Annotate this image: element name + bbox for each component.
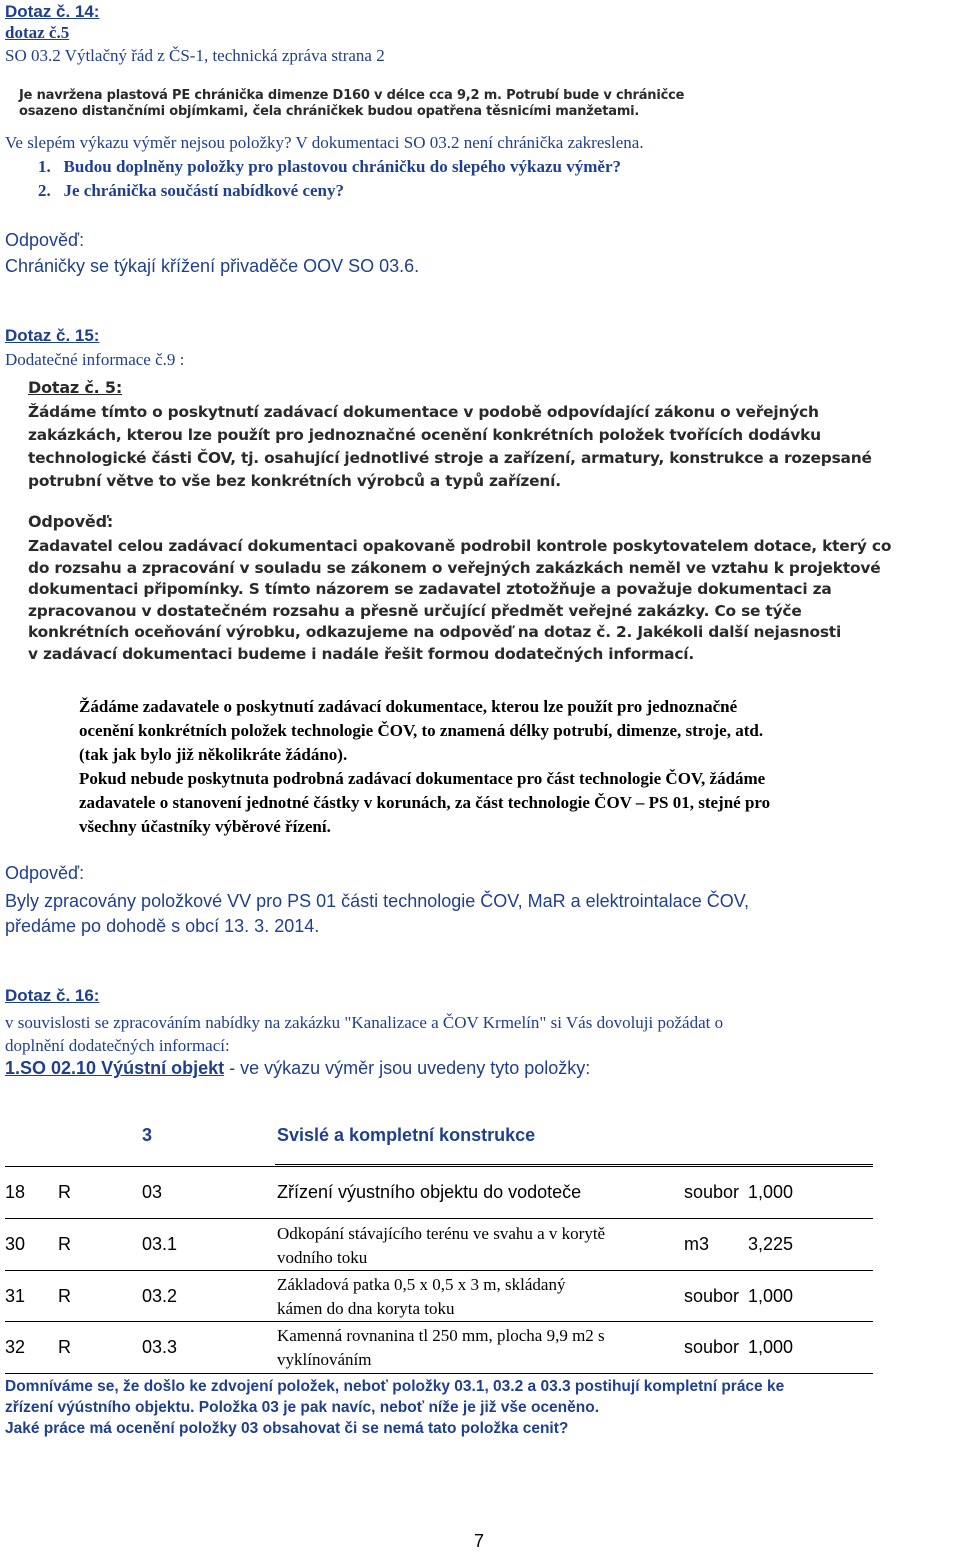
scan-answer-block <box>28 536 891 665</box>
question-text: Je chránička součástí nabídkové ceny? <box>63 181 345 200</box>
scan-question-block <box>28 401 872 493</box>
item-ref-code: 1.SO 02.10 Výústní objekt <box>5 1058 225 1078</box>
q14-question-1 <box>38 157 621 177</box>
page-number: 7 <box>474 1531 485 1551</box>
row-description: Odkopání stávajícího terénu ve svahu a v korytě vodního toku <box>277 1224 606 1267</box>
request-line: ocenění konkrétních položek technologie ČOV, to znamená délky potrubí, dimenze, stroje, atd. <box>79 721 764 740</box>
scan-line: v zadávací dokumentaci budeme i nadále řešit formou dodatečných informací. <box>28 644 695 663</box>
row-number: 30 <box>5 1234 26 1254</box>
row-code: 03.2 <box>142 1286 178 1306</box>
row-type: R <box>58 1337 71 1357</box>
scan-line: do rozsahu a zpracování v souladu se zákonem o veřejných zakázkách neměl ve vztahu k projektové <box>28 558 881 577</box>
q15-answer-label: Odpověď: <box>5 863 85 883</box>
request-line: Žádáme zadavatele o poskytnutí zadávací dokumentace, kterou lze použít pro jednoznačné <box>79 697 738 716</box>
answer-line: Byly zpracovány položkové VV pro PS 01 části technologie ČOV, MaR a elektrointalace ČOV, <box>5 891 750 911</box>
table-rule <box>5 1373 873 1374</box>
intro-line: v souvislosti se zpracováním nabídky na zakázku "Kanalizace a ČOV Krmelín" si Vás dovoluji požádat o <box>5 1013 724 1032</box>
scan-answer-heading: Odpověď: <box>28 512 114 531</box>
request-line: zadavatele o stanovení jednotné částky v korunách, za část technologie ČOV – PS 01, stejné pro <box>79 793 771 812</box>
request-line: (tak jak bylo již několikráte žádáno). <box>79 745 348 764</box>
conclusion-line: Domníváme se, že došlo ke zdvojení položek, neboť položky 03.1, 03.2 a 03.3 postihují kompletní práce ke <box>5 1378 785 1395</box>
row-number: 18 <box>5 1182 26 1202</box>
scan-line: potrubní větve to vše bez konkrétních výrobců a typů zařízení. <box>28 472 561 490</box>
row-unit: soubor <box>684 1286 740 1306</box>
row-type: R <box>58 1234 71 1254</box>
scan-line: zpracovanou v dostatečném rozsahu a přesně určující předmět veřejné zakázky. Co se týče <box>28 601 802 620</box>
answer-line: předáme po dohodě s obcí 13. 3. 2014. <box>5 916 320 936</box>
row-quantity: 1,000 <box>748 1286 794 1306</box>
question-number: 1. <box>38 157 51 176</box>
table-rule <box>5 1321 873 1322</box>
quote-line: Je navržena plastová PE chránička dimenze D160 v délce cca 9,2 m. Potrubí bude v chráničce <box>19 88 685 103</box>
conclusion-line: zřízení výústního objektu. Položka 03 je pak navíc, neboť níže je již vše oceněno. <box>5 1399 600 1416</box>
row-unit: m3 <box>684 1234 710 1254</box>
table-rule <box>5 1270 873 1271</box>
table-rule <box>5 1166 873 1167</box>
conclusion-line: Jaké práce má ocenění položky 03 obsahovat či se nemá tato položka cenit? <box>5 1420 569 1437</box>
item-ref-rest: - ve výkazu výměr jsou uvedeny tyto položky: <box>224 1058 591 1078</box>
row-quantity: 1,000 <box>748 1182 794 1202</box>
quote-line: osazeno distančními objímkami, čela chráničkek budou opatřena těsnicími manžetami. <box>19 104 640 119</box>
q15-answer <box>5 889 749 939</box>
section-title: Svislé a kompletní konstrukce <box>277 1125 536 1145</box>
scan-line: Žádáme tímto o poskytnutí zadávací dokumentace v podobě odpovídající zákonu o veřejných <box>28 403 819 421</box>
question-number: 2. <box>38 181 51 200</box>
question-text: Budou doplněny položky pro plastovou chráničku do slepého výkazu výměr? <box>63 157 621 176</box>
row-code: 03 <box>142 1182 163 1202</box>
row-number: 31 <box>5 1286 26 1306</box>
q14-heading: Dotaz č. 14: <box>5 2 100 21</box>
request-line: všechny účastníky výběrové řízení. <box>79 817 331 836</box>
q14-ref: dotaz č.5 <box>5 23 70 42</box>
q15-heading: Dotaz č. 15: <box>5 326 100 345</box>
row-description: Zřízení výustního objektu do vodoteče <box>277 1182 582 1202</box>
scan-line: Zadavatel celou zadávací dokumentaci opakovaně podrobil kontrole poskytovatelem dotace, který co <box>28 537 892 555</box>
row-number: 32 <box>5 1337 26 1357</box>
section-number: 3 <box>142 1125 153 1145</box>
table-rule <box>5 1218 873 1219</box>
scan-line: technologické části ČOV, tj. osahující jednotlivé stroje a zařízení, armatury, konstrukce a rozepsané <box>28 449 872 467</box>
q14-source: SO 03.2 Výtlačný řád z ČS-1, technická zpráva strana 2 <box>5 46 385 65</box>
scan-line: zakázkách, kterou lze použít pro jednoznačné ocenění konkrétních položek tvořících dodávku <box>28 426 821 444</box>
q16-heading: Dotaz č. 16: <box>5 986 100 1005</box>
scan-line: dokumentaci připomínky. S tímto názorem se zadavatel ztotožňuje a považuje dokumentaci za <box>28 580 832 598</box>
q16-intro <box>5 1011 723 1057</box>
scan-line: konkrétních oceňování výrobku, odkazujeme na odpověď na dotaz č. 2. Jakékoli další nejasnosti <box>28 623 842 641</box>
row-code: 03.1 <box>142 1234 178 1254</box>
q15-request <box>79 695 770 839</box>
request-line: Pokud nebude poskytnuta podrobná zadávací dokumentace pro část technologie ČOV, žádáme <box>79 769 766 788</box>
q15-ref: Dodatečné informace č.9 : <box>5 350 185 369</box>
scan-question-heading: Dotaz č. 5: <box>28 378 123 397</box>
row-quantity: 1,000 <box>748 1337 794 1357</box>
intro-line: doplnění dodatečných informací: <box>5 1036 230 1055</box>
q14-answer-label: Odpověď: <box>5 230 85 250</box>
row-unit: soubor <box>684 1337 740 1357</box>
row-code: 03.3 <box>142 1337 178 1357</box>
row-unit: soubor <box>684 1182 740 1202</box>
q14-question-2 <box>38 181 344 201</box>
q14-answer: Chráničky se týkají křížení přivaděče OOV SO 03.6. <box>5 256 420 276</box>
row-description: Kamenná rovnanina tl 250 mm, plocha 9,9 m2 s vyklínováním <box>277 1326 605 1369</box>
row-type: R <box>58 1286 71 1306</box>
row-type: R <box>58 1182 71 1202</box>
q16-item-ref <box>5 1058 590 1079</box>
row-description: Základová patka 0,5 x 0,5 x 3 m, skládaný kámen do dna koryta toku <box>277 1275 566 1318</box>
q14-statement: Ve slepém výkazu výměr nejsou položky? V dokumentaci SO 03.2 není chránička zakreslena. <box>5 133 644 152</box>
q16-conclusion <box>5 1376 784 1439</box>
row-quantity: 3,225 <box>748 1234 794 1254</box>
table-rule <box>275 1164 873 1165</box>
q14-scanned-quote <box>19 88 684 120</box>
